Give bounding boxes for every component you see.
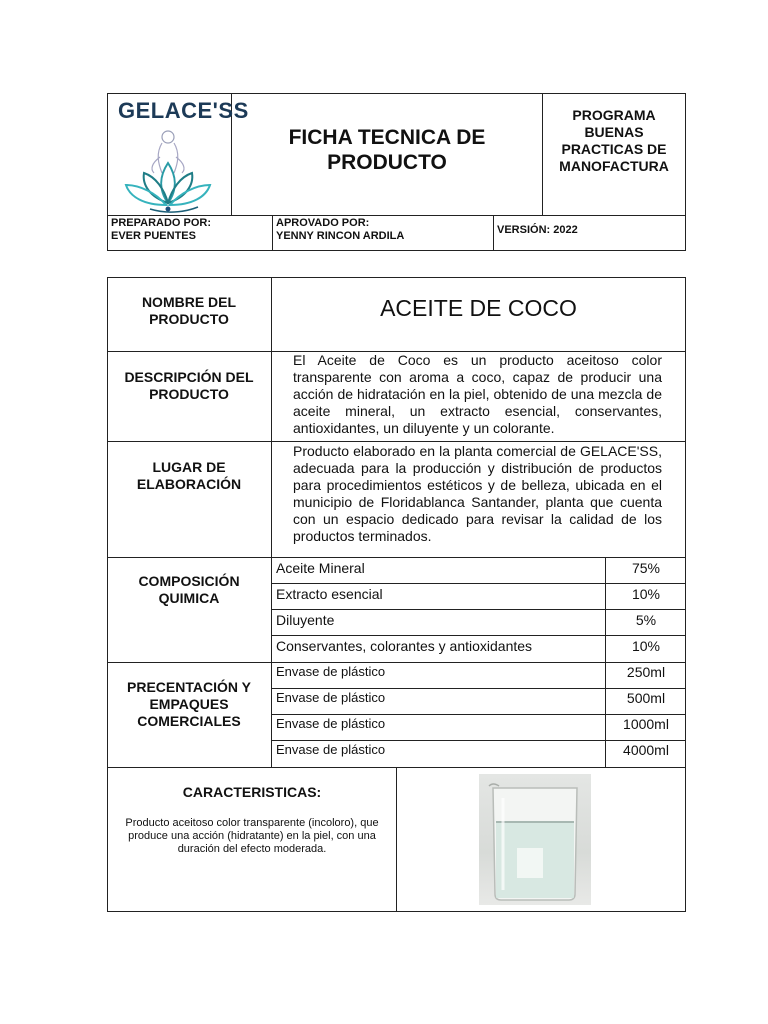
place-text: Producto elaborado en la planta comercial de GELACE'SS, adecuada para la producción y distribución de productos para procedimientos estéticos y de belleza, ubicada en el municipio de Floridablanca Santander, planta que cuenta con un espacio dedicado para revisar la calidad de los productos terminados. xyxy=(293,443,662,544)
composition-percent: 5% xyxy=(635,612,657,628)
composition-label: COMPOSICIÓN QUIMICA xyxy=(138,573,240,606)
packaging-item: Envase de plástico xyxy=(276,690,386,705)
prepared-by-label: PREPARADO POR: xyxy=(111,217,212,229)
program-title: PROGRAMA BUENAS PRACTICAS DE MANOFACTURA xyxy=(559,107,669,174)
prepared-by-name: EVER PUENTES xyxy=(111,230,196,242)
composition-percent: 10% xyxy=(631,638,661,654)
lotus-figure-icon xyxy=(110,123,229,213)
product-name: ACEITE DE COCO xyxy=(380,295,577,321)
logo-text: GELACE'SS xyxy=(118,98,249,123)
composition-item: Diluyente xyxy=(276,612,335,628)
company-logo xyxy=(110,96,249,213)
packaging-size: 4000ml xyxy=(623,742,669,758)
packaging-item: Envase de plástico xyxy=(276,716,386,731)
approved-by-label: APROVADO POR: xyxy=(276,217,370,229)
product-photo xyxy=(479,774,591,905)
packaging-size: 500ml xyxy=(626,690,666,706)
version-label: VERSIÓN: 2022 xyxy=(497,224,578,236)
product-name-label: NOMBRE DEL PRODUCTO xyxy=(141,294,237,327)
document-title: FICHA TECNICA DE PRODUCTO xyxy=(288,126,486,174)
place-label: LUGAR DE ELABORACIÓN xyxy=(136,459,242,492)
composition-item: Extracto esencial xyxy=(276,586,383,602)
packaging-label: PRECENTACIÓN Y EMPAQUES COMERCIALES xyxy=(127,678,251,729)
packaging-size: 250ml xyxy=(626,664,666,680)
approved-by-name: YENNY RINCON ARDILA xyxy=(276,230,405,242)
characteristics-text: Producto aceitoso color transparente (incoloro), que produce una acción (hidratante) en la piel, con una duración del efecto moderada. xyxy=(125,817,379,855)
composition-item: Conservantes, colorantes y antioxidantes xyxy=(276,638,533,654)
composition-percent: 75% xyxy=(631,560,661,576)
characteristics-label: CARACTERISTICAS: xyxy=(182,784,322,800)
description-text: El Aceite de Coco es un producto aceitoso color transparente con aroma a coco, capaz de producir una acción de hidratación en la piel, obtenido de una mezcla de aceite mineral, un extracto esencial, conservantes, antioxidantes, un diluyente y un colorante. xyxy=(293,352,662,436)
packaging-item: Envase de plástico xyxy=(276,664,386,679)
beaker-image xyxy=(479,774,591,905)
packaging-size: 1000ml xyxy=(623,716,669,732)
composition-item: Aceite Mineral xyxy=(276,560,365,576)
composition-percent: 10% xyxy=(631,586,661,602)
description-label: DESCRIPCIÓN DEL PRODUCTO xyxy=(124,369,254,402)
packaging-item: Envase de plástico xyxy=(276,742,386,757)
